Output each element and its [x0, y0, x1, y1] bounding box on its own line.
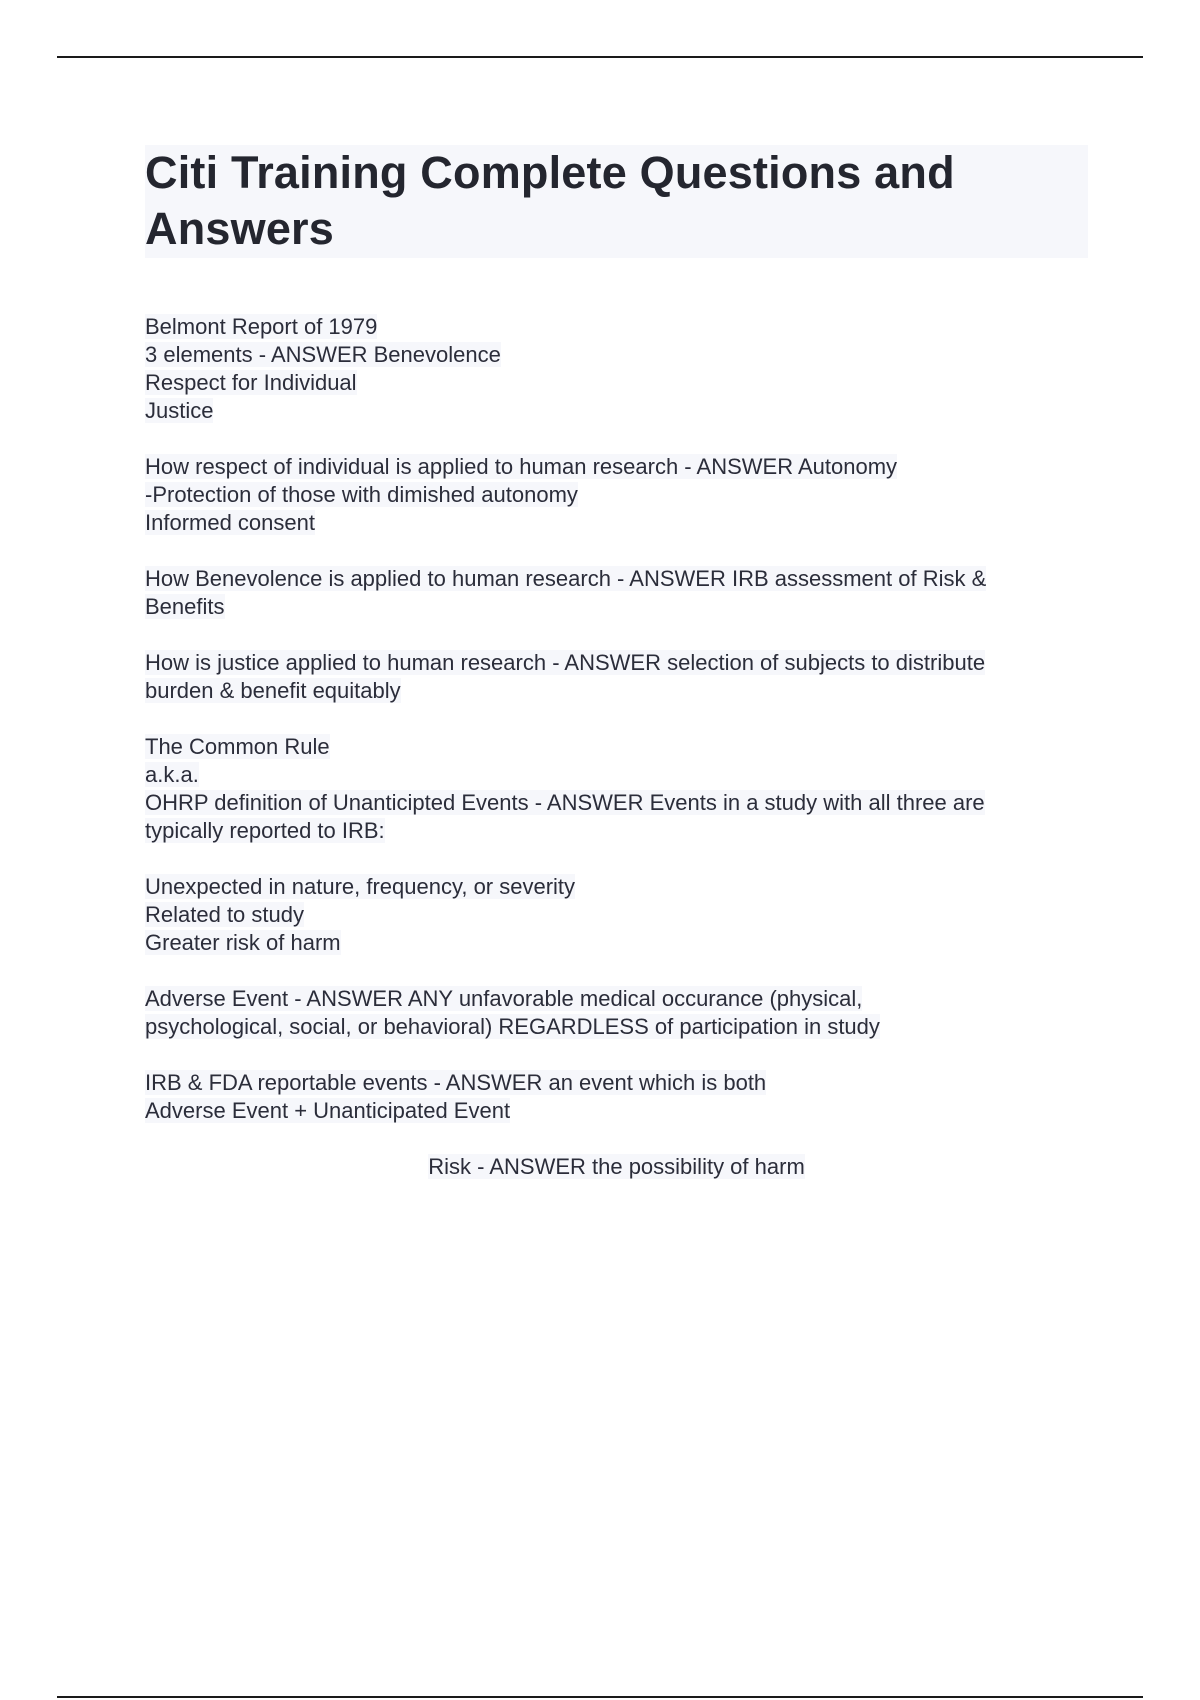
- qa-block-adverse-event: [145, 985, 1088, 1041]
- text-line: How respect of individual is applied to human research - ANSWER Autonomy: [145, 454, 898, 479]
- qa-block-risk: [145, 1153, 1088, 1181]
- text-line: The Common Rule: [145, 734, 330, 759]
- qa-block-benevolence: [145, 565, 1088, 621]
- text-line: Unexpected in nature, frequency, or severity: [145, 874, 576, 899]
- text-line: How Benevolence is applied to human research - ANSWER IRB assessment of Risk &: [145, 566, 987, 591]
- text-line: Adverse Event + Unanticipated Event: [145, 1098, 511, 1123]
- text-line: IRB & FDA reportable events - ANSWER an event which is both: [145, 1070, 767, 1095]
- text-line: Justice: [145, 398, 214, 423]
- title-banner: [145, 145, 1088, 258]
- text-line: Benefits: [145, 594, 225, 619]
- text-line: Respect for Individual: [145, 370, 357, 395]
- text-line: Informed consent: [145, 510, 315, 535]
- qa-block-respect: [145, 453, 1088, 537]
- text-line: burden & benefit equitably: [145, 678, 401, 703]
- text-line: Greater risk of harm: [145, 930, 341, 955]
- qa-block-common-rule: [145, 733, 1088, 845]
- text-line: Adverse Event - ANSWER ANY unfavorable medical occurance (physical,: [145, 986, 863, 1011]
- text-line: typically reported to IRB:: [145, 818, 385, 843]
- top-divider: [57, 56, 1143, 58]
- qa-block-belmont: [145, 313, 1088, 425]
- text-line: Risk - ANSWER the possibility of harm: [428, 1154, 805, 1179]
- qa-block-reportable: [145, 1069, 1088, 1125]
- text-line: Belmont Report of 1979: [145, 314, 378, 339]
- document-title: Citi Training Complete Questions and Answers: [145, 147, 955, 254]
- text-line: How is justice applied to human research - ANSWER selection of subjects to distribute: [145, 650, 986, 675]
- qa-block-justice: [145, 649, 1088, 705]
- text-line: psychological, social, or behavioral) REGARDLESS of participation in study: [145, 1014, 880, 1039]
- text-line: a.k.a.: [145, 762, 199, 787]
- text-line: -Protection of those with dimished autonomy: [145, 482, 578, 507]
- qa-block-criteria: [145, 873, 1088, 957]
- text-line: OHRP definition of Unanticipted Events - ANSWER Events in a study with all three are: [145, 790, 985, 815]
- qa-content: [145, 313, 1088, 1209]
- text-line: 3 elements - ANSWER Benevolence: [145, 342, 501, 367]
- bottom-divider: [57, 1696, 1143, 1698]
- text-line: Related to study: [145, 902, 304, 927]
